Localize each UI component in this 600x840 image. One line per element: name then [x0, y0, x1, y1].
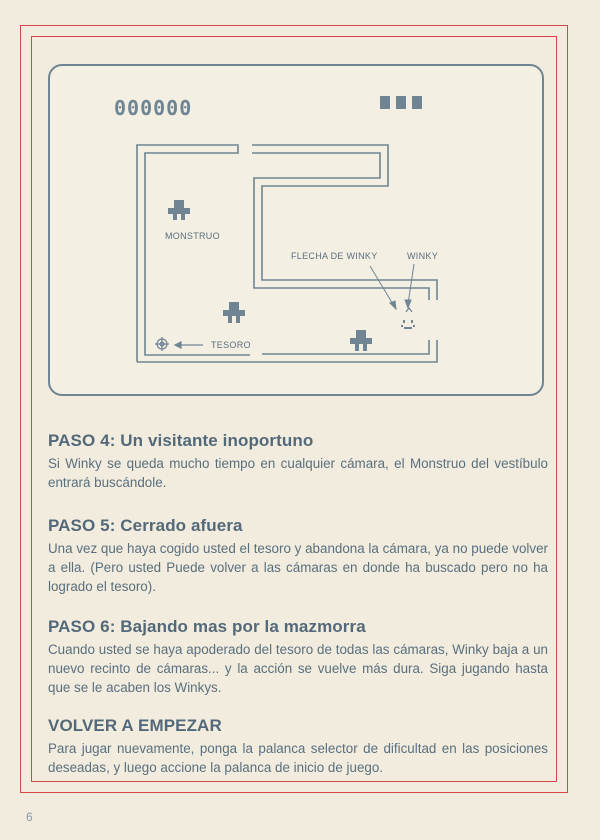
section-title: VOLVER A EMPEZAR [48, 716, 222, 735]
maze-wall-bottom [262, 340, 429, 354]
section-body: Para jugar nuevamente, ponga la palanca selector de dificultad en las posiciones deseadas, y luego accione la palanca de inicio de juego. [48, 741, 548, 775]
section-step-4 [48, 431, 548, 492]
section-body: Una vez que haya cogido usted el tesoro y abandona la cámara, ya no puede volver a ella. (Pero usted Puede volver a las cámaras en donde ha buscado pero no ha logrado el tesoro). [48, 541, 548, 594]
winky-arrow-leader-head [390, 301, 396, 309]
monster-label: MONSTRUO [165, 231, 220, 241]
maze-wall-left [137, 145, 250, 362]
winky-sprite [401, 320, 415, 329]
winky-arrow-label: FLECHA DE WINKY [291, 251, 378, 261]
section-step-6 [48, 617, 548, 697]
monster-sprite-3 [350, 330, 372, 351]
score-display: 000000 [114, 96, 193, 120]
monster-sprite-1 [168, 200, 190, 220]
winky-leader [408, 264, 414, 304]
section-body: Si Winky se queda mucho tiempo en cualquier cámara, el Monstruo del vestíbulo entrará buscándole. [48, 456, 548, 490]
section-title: PASO 6: Bajando mas por la mazmorra [48, 617, 366, 636]
treasure-label: TESORO [211, 340, 251, 350]
section-step-5 [48, 516, 548, 596]
maze-wall-bottom-2 [137, 340, 437, 362]
winky-label: WINKY [407, 251, 439, 261]
monster-sprite-2 [223, 302, 245, 323]
winky-leader-head [405, 300, 411, 308]
winky-arrow-sprite [406, 308, 412, 312]
treasure-pointer-arrow [175, 342, 203, 348]
maze-wall-inner [252, 145, 437, 300]
page-number: 6 [26, 810, 33, 824]
section-title: PASO 5: Cerrado afuera [48, 516, 243, 535]
winky-arrow-leader [370, 266, 394, 306]
maze-wall-inner-2 [252, 153, 429, 300]
treasure-sprite [155, 337, 169, 351]
section-body: Cuando usted se haya apoderado del tesoro de todas las cámaras, Winky baja a un nuevo recinto de cámaras... y la acción se vuelve más dura. Siga jugando hasta que se le acaben los Winkys. [48, 642, 548, 695]
section-title: PASO 4: Un visitante inoportuno [48, 431, 314, 450]
section-restart [48, 716, 548, 777]
